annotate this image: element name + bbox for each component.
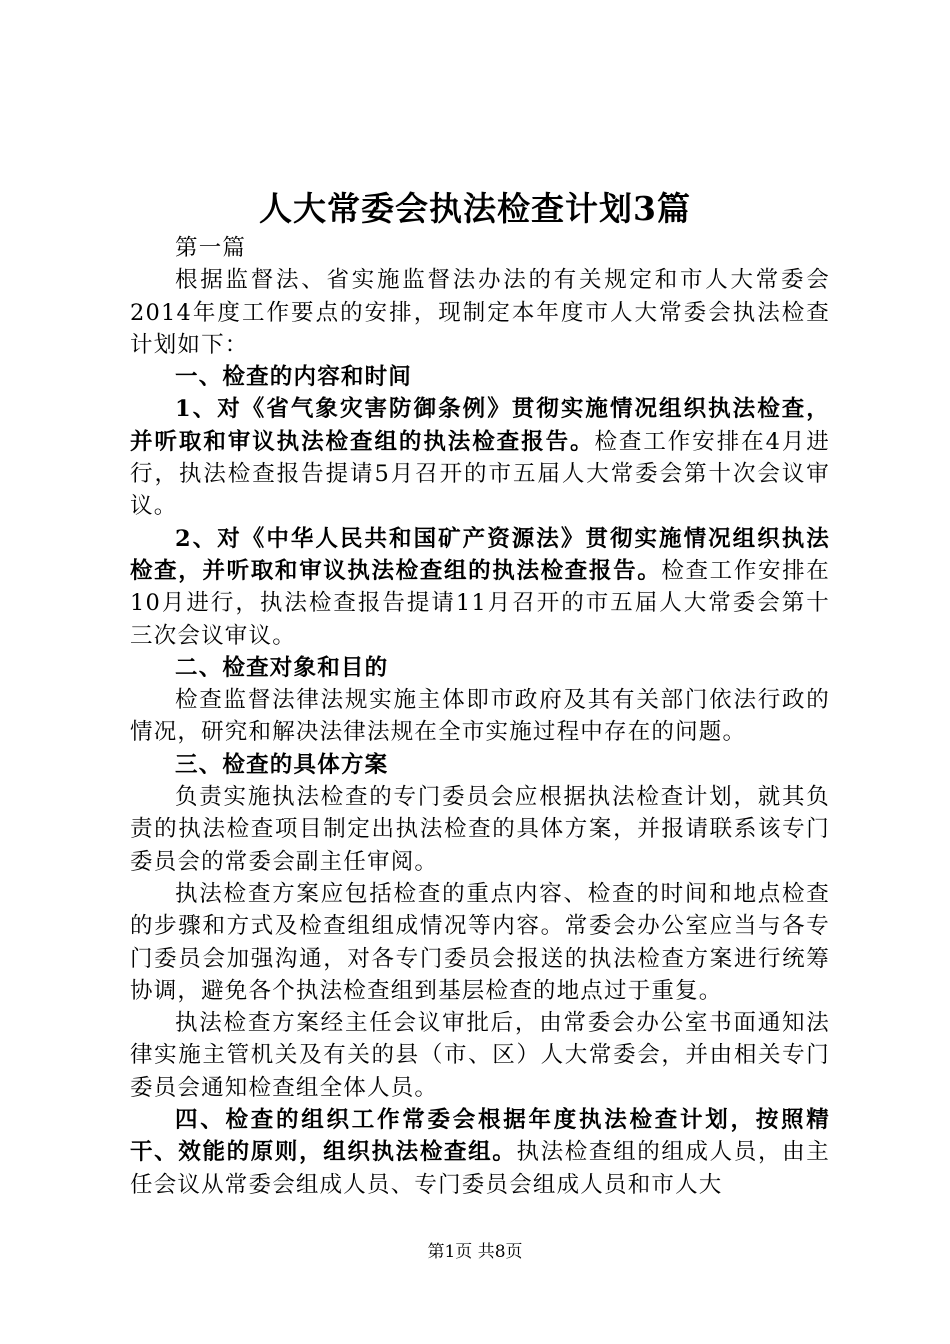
plan-paragraph-3: 执法检查方案经主任会议审批后，由常委会办公室书面通知法律实施主管机关及有关的县（市、区）人大常委会，并由相关专门委员会通知检查组全体人员。: [130, 1010, 830, 1101]
heading-objects-and-purpose: 二、检查对象和目的: [175, 654, 389, 681]
document-title: 人大常委会执法检查计划3篇: [259, 189, 691, 228]
section-label: 第一篇: [175, 235, 247, 261]
item-4-text: 执法检查组的组成人员，由主任会议从常委会组成人员、专门委员会组成人员和市人大: [130, 1139, 830, 1198]
item-1-text: 检查工作安排在4月进行，执法检查报告提请5月召开的市五届人大常委会第十次会议审议。: [130, 428, 830, 520]
item-4-paragraph: [130, 1104, 830, 1201]
document-body: [130, 232, 830, 1201]
intro-paragraph: 根据监督法、省实施监督法办法的有关规定和市人大常委会2014年度工作要点的安排，现制定本年度市人大常委会执法检查计划如下：: [130, 267, 830, 358]
item-2-text: 检查工作安排在10月进行，执法检查报告提请11月召开的市五届人大常委会第十三次会议审议。: [130, 557, 830, 649]
plan-paragraph-2: 执法检查方案应包括检查的重点内容、检查的时间和地点检查的步骤和方式及检查组组成情况等内容。常委会办公室应当与各专门委员会加强沟通，对各专门委员会报送的执法检查方案进行统筹协调，避免各个执法检查组到基层检查的地点过于重复。: [130, 880, 830, 1004]
page-footer: 第1页 共8页: [427, 1242, 523, 1262]
heading-content-and-time: 一、检查的内容和时间: [175, 364, 413, 391]
plan-paragraph-1: 负责实施执法检查的专门委员会应根据执法检查计划，就其负责的执法检查项目制定出执法检查的具体方案，并报请联系该专门委员会的常委会副主任审阅。: [130, 784, 830, 875]
item-1-bold-text: 1、对《省气象灾害防御条例》贯彻实施情况组织执法检查，并听取和审议执法检查组的执法检查报告。: [130, 396, 830, 455]
item-2-paragraph: [130, 523, 830, 652]
heading-specific-plan: 三、检查的具体方案: [175, 751, 389, 778]
item-1-paragraph: [130, 393, 830, 522]
objects-paragraph: 检查监督法律法规实施主体即市政府及其有关部门依法行政的情况，研究和解决法律法规在全市实施过程中存在的问题。: [130, 687, 830, 746]
item-2-bold-text: 2、对《中华人民共和国矿产资源法》贯彻实施情况组织执法检查，并听取和审议执法检查组的执法检查报告。: [130, 525, 830, 584]
item-4-bold-text: 四、检查的组织工作常委会根据年度执法检查计划，按照精干、效能的原则，组织执法检查组。: [130, 1107, 830, 1166]
